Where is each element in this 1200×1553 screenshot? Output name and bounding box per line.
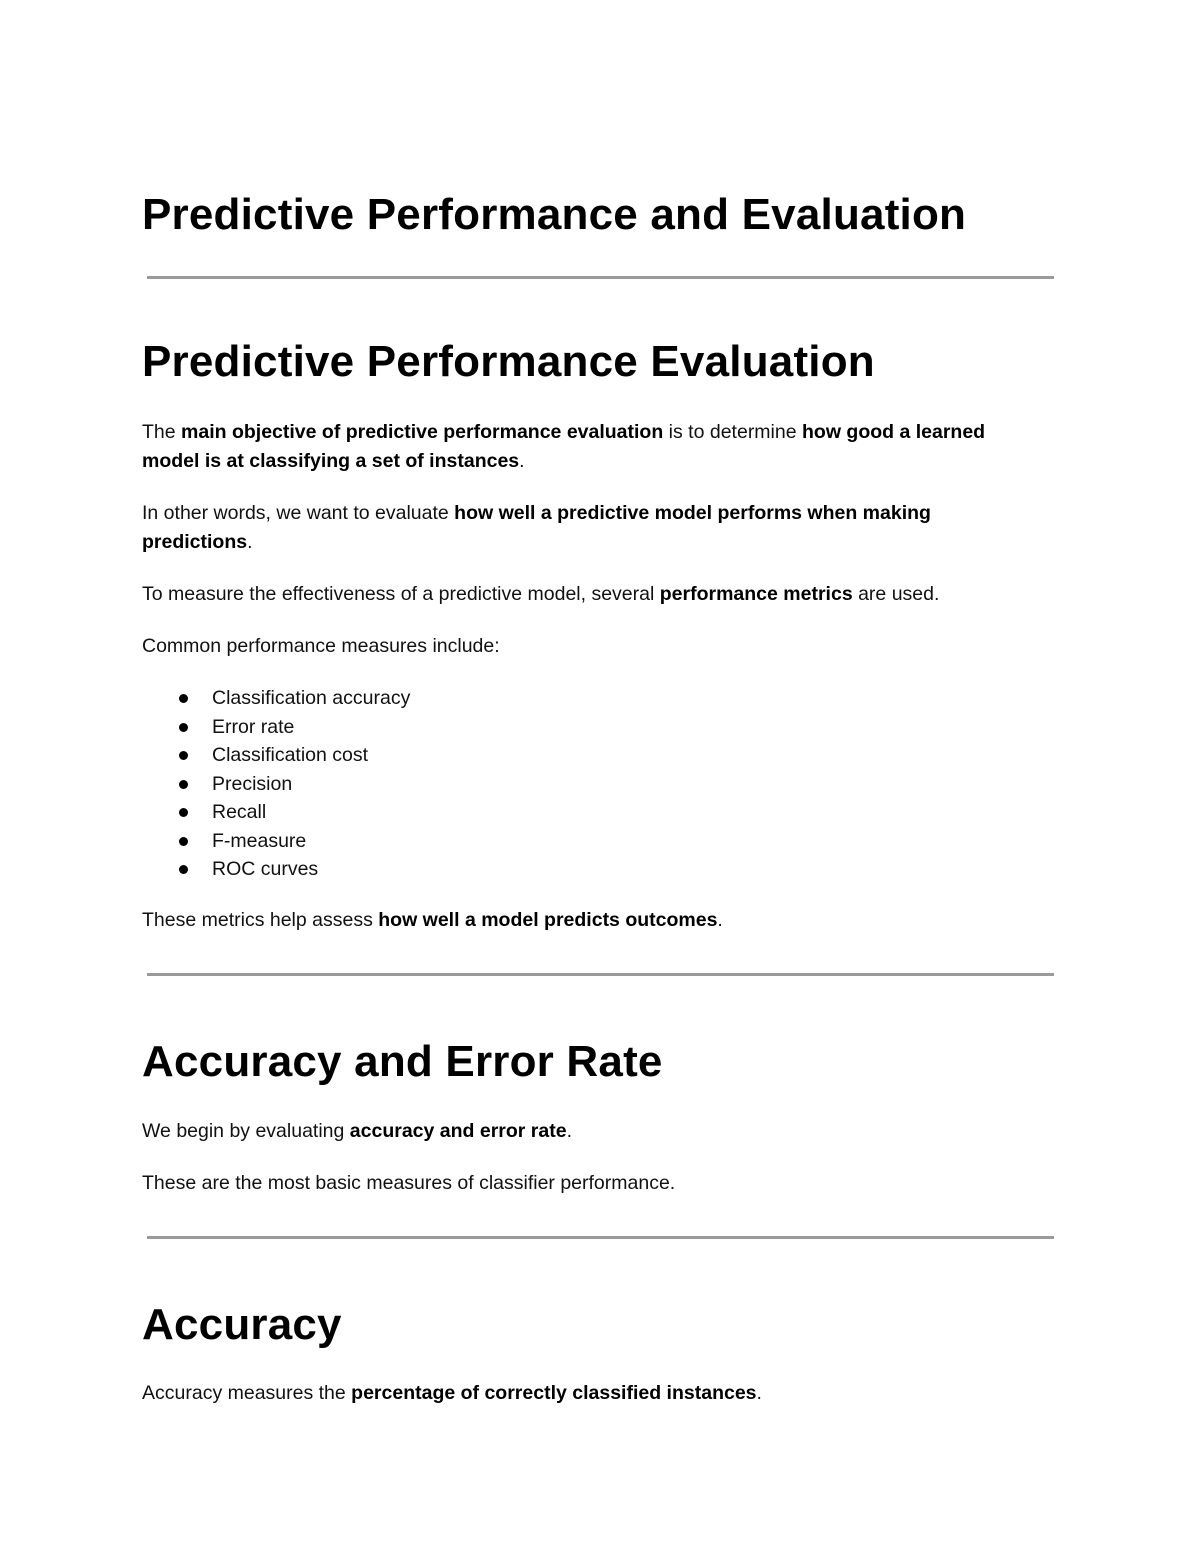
- list-item: [142, 713, 742, 742]
- bold-text: how good a learned model is at classifying a set of instances: [142, 421, 986, 472]
- list-item-label: Classification cost: [212, 744, 369, 766]
- list-item-label: Classification accuracy: [212, 687, 411, 709]
- section-heading: Accuracy: [142, 1300, 342, 1349]
- bold-text: accuracy and error rate: [349, 1120, 567, 1142]
- list-item-label: Error rate: [212, 715, 295, 738]
- list-item: [142, 741, 742, 770]
- list-item: [142, 827, 742, 856]
- bullet-icon: [179, 865, 188, 874]
- bullet-icon: [179, 837, 188, 846]
- text-run: We begin by evaluating: [142, 1120, 350, 1142]
- bullet-icon: [179, 808, 188, 817]
- text-run: These metrics help assess: [142, 909, 379, 931]
- bullet-icon: [179, 751, 188, 760]
- list-item: [142, 684, 742, 713]
- paragraph: [142, 418, 1042, 475]
- text-run: Accuracy measures the: [142, 1382, 352, 1404]
- list-item-label: ROC curves: [212, 858, 319, 880]
- section-heading: Accuracy and Error Rate: [142, 1037, 663, 1086]
- horizontal-rule: [147, 973, 1054, 976]
- measures-list: [142, 684, 742, 884]
- list-item-label: Recall: [212, 801, 267, 823]
- paragraph: [142, 1379, 1042, 1408]
- bold-text: main objective of predictive performance evaluation: [181, 421, 664, 443]
- text-run: is to determine: [663, 421, 802, 443]
- section-heading: Predictive Performance Evaluation: [142, 337, 875, 386]
- bullet-icon: [179, 723, 188, 732]
- bullet-icon: [179, 780, 188, 789]
- bullet-icon: [179, 694, 188, 703]
- text-run: In other words, we want to evaluate: [142, 502, 455, 524]
- paragraph: Common performance measures include:: [142, 635, 500, 657]
- text-run: .: [247, 530, 253, 553]
- bold-text: performance metrics: [659, 583, 853, 605]
- list-item: [142, 855, 742, 884]
- paragraph: These are the most basic measures of classifier performance.: [142, 1172, 676, 1194]
- bold-text: how well a predictive model performs when making predictions: [142, 502, 931, 553]
- list-item-label: F-measure: [212, 829, 307, 852]
- document-title: Predictive Performance and Evaluation: [142, 190, 967, 239]
- paragraph: [142, 580, 1042, 609]
- text-run: To measure the effectiveness of a predictive model, several: [142, 583, 660, 605]
- list-item-label: Precision: [212, 772, 293, 795]
- text-run: are used.: [852, 583, 940, 605]
- paragraph: [142, 906, 1042, 935]
- text-run: .: [756, 1382, 762, 1404]
- list-item: [142, 770, 742, 799]
- horizontal-rule: [147, 276, 1054, 279]
- paragraph: [142, 499, 1042, 556]
- horizontal-rule: [147, 1236, 1054, 1239]
- list-item: [142, 798, 742, 827]
- paragraph: [142, 1117, 1042, 1146]
- bold-text: percentage of correctly classified instances: [351, 1382, 757, 1404]
- text-run: .: [519, 449, 525, 472]
- text-run: The: [142, 421, 182, 443]
- text-run: .: [566, 1120, 572, 1142]
- text-run: .: [717, 909, 723, 931]
- bold-text: how well a model predicts outcomes: [378, 909, 718, 931]
